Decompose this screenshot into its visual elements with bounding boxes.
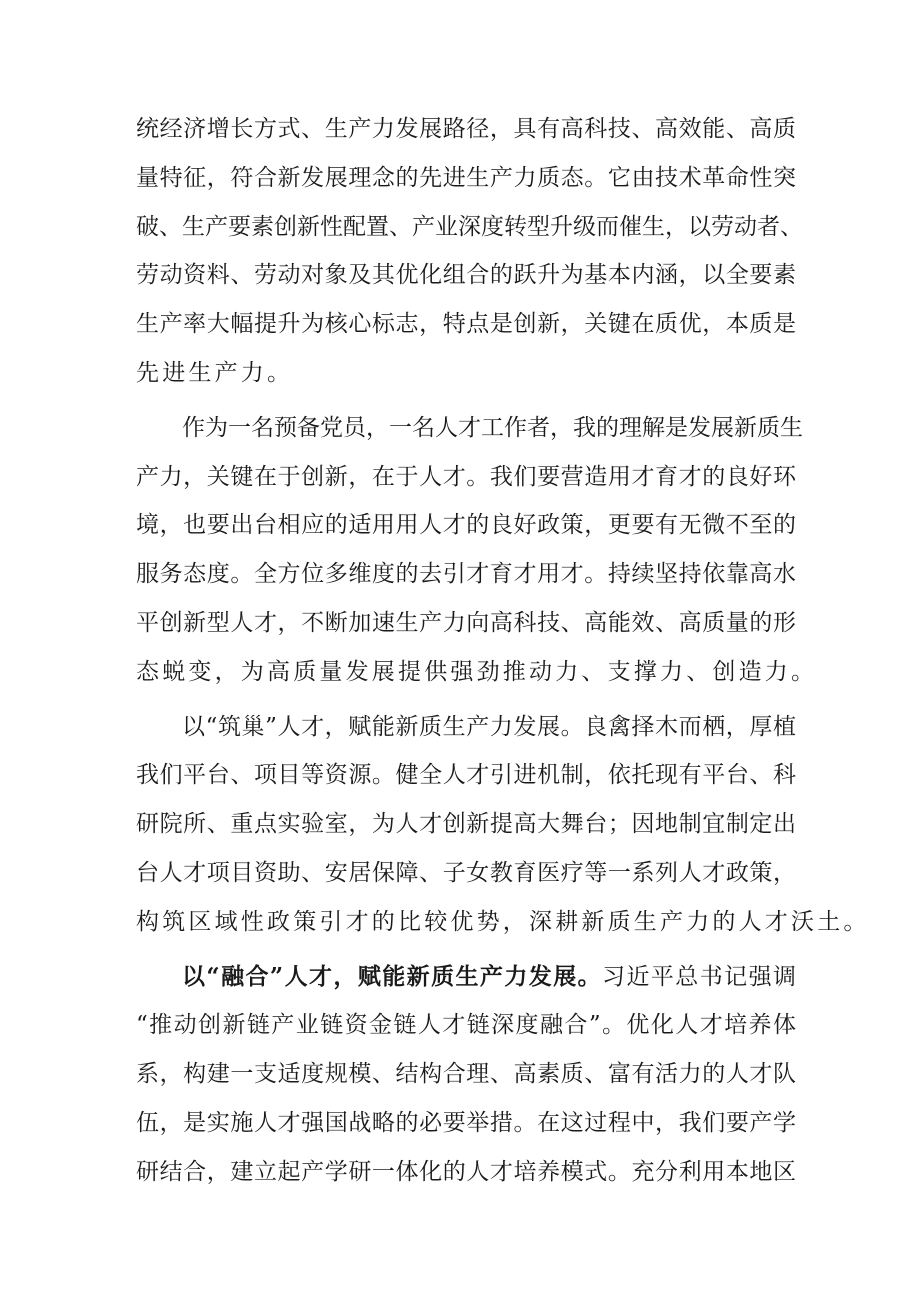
paragraph-1-line-3: 破、生产要素创新性配置、产业深度转型升级而催生，以劳动者、 bbox=[136, 213, 803, 240]
document-body bbox=[136, 105, 870, 1197]
paragraph-2-line-1: 作为一名预备党员，一名人才工作者，我的理解是发展新质生 bbox=[182, 414, 803, 441]
paragraph-4-line-4: 伍，是实施人才强国战略的必要举措。在这过程中，我们要产学 bbox=[136, 1109, 796, 1136]
paragraph-2-line-6: 态蜕变，为高质量发展提供强劲推动力、支撑力、创造力。 bbox=[136, 658, 818, 685]
paragraph-2-line-4: 服务态度。全方位多维度的去引才育才用才。持续坚持依靠高水 bbox=[136, 561, 796, 588]
paragraph-1-line-6: 先进生产力。 bbox=[136, 359, 294, 386]
paragraph-4-heading-tail: 习近平总书记强调 bbox=[602, 963, 796, 990]
paragraph-3-line-2: 我们平台、项目等资源。健全人才引进机制，依托现有平台、科 bbox=[136, 762, 796, 789]
paragraph-2-line-5: 平创新型人才，不断加速生产力向高科技、高能效、高质量的形 bbox=[136, 609, 796, 636]
paragraph-1-line-4: 劳动资料、劳动对象及其优化组合的跃升为基本内涵，以全要素 bbox=[136, 262, 796, 289]
paragraph-1-line-5: 生产率大幅提升为核心标志，特点是创新，关键在质优，本质是 bbox=[136, 311, 796, 338]
paragraph-1-line-1: 统经济增长方式、生产力发展路径，具有高科技、高效能、高质 bbox=[136, 116, 796, 142]
paragraph-4-line-3: 系，构建一支适度规模、结构合理、高素质、富有活力的人才队 bbox=[136, 1061, 796, 1088]
paragraph-3-line-4: 台人才项目资助、安居保障、子女教育医疗等一系列人才政策， bbox=[136, 859, 796, 886]
paragraph-3-line-5: 构筑区域性政策引才的比较优势，深耕新质生产力的人才沃土。 bbox=[136, 908, 870, 935]
paragraph-4-line-1 bbox=[136, 953, 796, 1002]
paragraph-1-line-2: 量特征，符合新发展理念的先进生产力质态。它由技术革命性突 bbox=[136, 164, 796, 191]
paragraph-4-line-5: 研结合，建立起产学研一体化的人才培养模式。充分利用本地区 bbox=[136, 1158, 796, 1185]
paragraph-4-line-2: “推动创新链产业链资金链人才链深度融合”。优化人才培养体 bbox=[136, 1012, 796, 1039]
paragraph-3-line-3: 研院所、重点实验室，为人才创新提高大舞台；因地制宜制定出 bbox=[136, 811, 796, 838]
paragraph-3-line-1: 以“筑巢”人才，赋能新质生产力发展。良禽择木而栖，厚植 bbox=[182, 713, 796, 740]
paragraph-2-line-2: 产力，关键在于创新，在于人才。我们要营造用才育才的良好环 bbox=[136, 463, 796, 490]
paragraph-4-heading: 以“融合”人才，赋能新质生产力发展。 bbox=[182, 962, 603, 990]
paragraph-2-line-3: 境，也要出台相应的适用用人才的良好政策，更要有无微不至的 bbox=[136, 512, 796, 539]
